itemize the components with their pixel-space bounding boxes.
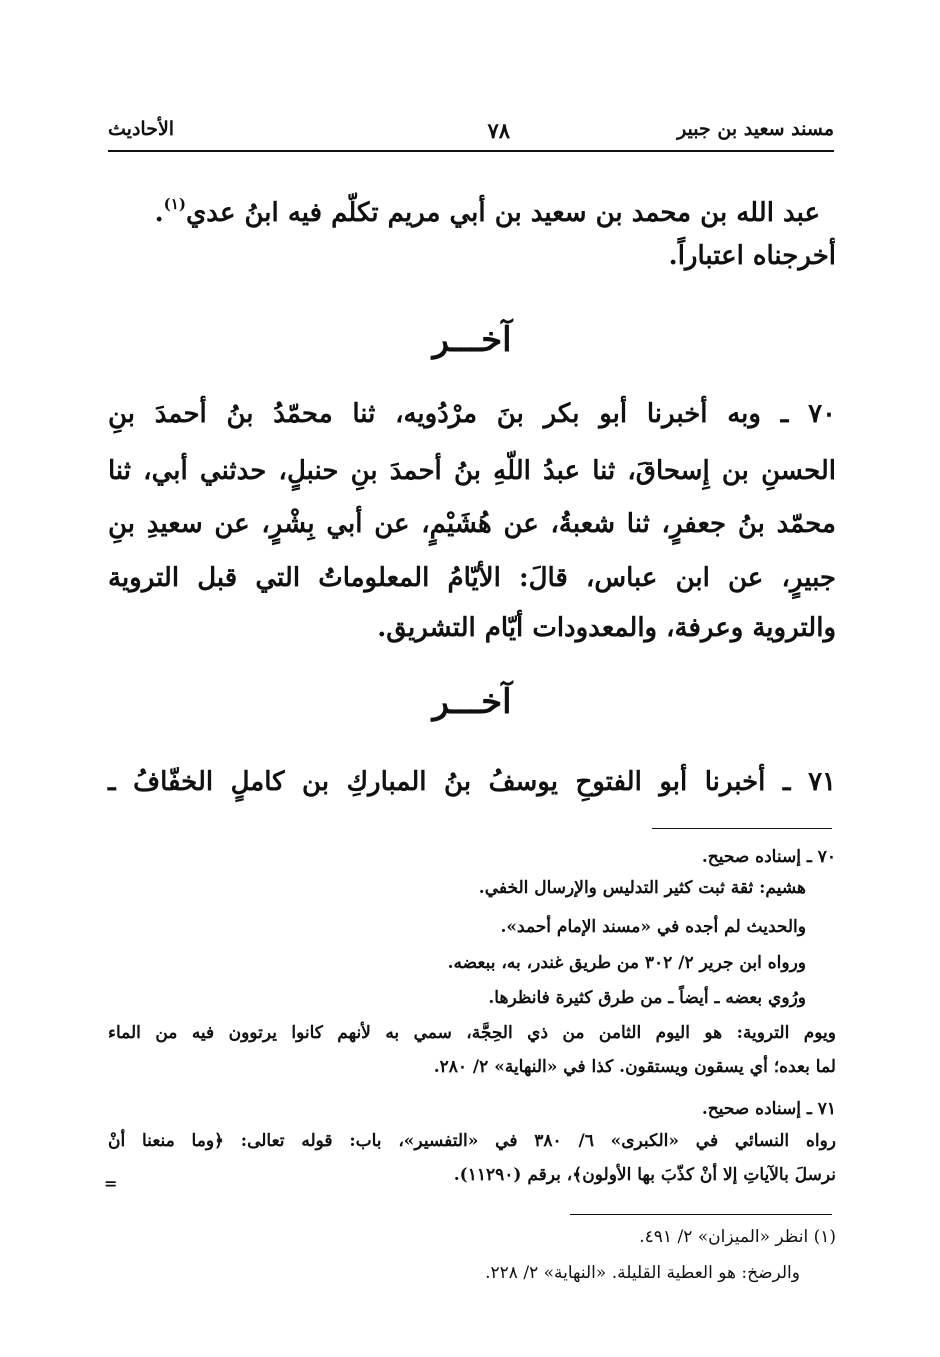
main-text-line-2: أخرجناه اعتباراً.: [668, 241, 836, 271]
hadith-70-line-5: والتروية وعرفة، والمعدودات أيّام التشريق.: [377, 613, 836, 643]
note-71-heading: ٧١ ـ إسناده صحيح.: [701, 1099, 836, 1119]
header-section-title: الأحاديث: [108, 118, 175, 140]
running-header: [108, 118, 834, 152]
note-70-heading: ٧٠ ـ إسناده صحيح.: [701, 847, 836, 867]
hadith-70-line-3: محمّد بنُ جعفرٍ، ثنا شعبةُ، عن هُشَيْمٍ، عن أبي بِشْرٍ، عن سعيدِ بنِ: [108, 509, 836, 539]
hadith-71-line-1: ٧١ ـ أخبرنا أبو الفتوحِ يوسفُ بنُ المباركِ بن كاملٍ الخفّافُ ـ: [108, 767, 836, 797]
section-heading-akhar-1: آخـــر: [432, 320, 512, 360]
hadith-70-line-4: جبيرٍ، عن ابن عباس، قالَ: الأيّامُ المعلوماتُ التي قبل التروية: [108, 563, 836, 593]
page-number: ٧٨: [487, 118, 510, 143]
main-text-line-1-text: عبد الله بن محمد بن سعيد بن أبي مريم تكلّم فيه ابنُ عدي: [185, 198, 820, 228]
header-book-title: مسند سعيد بن جبير: [677, 118, 834, 140]
footnote-2: والرضخ: هو العطية القليلة. «النهاية» ٢/ ٢٢٨.: [485, 1263, 800, 1283]
notes-separator: [652, 828, 832, 829]
header-rule: [108, 150, 834, 152]
continuation-mark: =: [104, 1174, 118, 1193]
note-70-line-5: ويوم التروية: هو اليوم الثامن من ذي الحِجَّة، سمي به لأنهم كانوا يرتوون فيه من الماء: [108, 1023, 836, 1043]
note-70-line-6: لما بعده؛ أي يسقون ويستقون. كذا في «النهاية» ٢/ ٢٨٠.: [433, 1057, 836, 1077]
note-70-line-2: والحديث لم أجده في «مسند الإمام أحمد».: [500, 917, 806, 937]
section-heading-akhar-2: آخـــر: [432, 682, 512, 722]
footnote-1: (١) انظر «الميزان» ٢/ ٤٩١.: [639, 1227, 836, 1247]
footnote-separator: [570, 1214, 832, 1215]
note-70-line-4: ورُوي بعضه ـ أيضاً ـ من طرق كثيرة فانظرها.: [488, 988, 806, 1008]
note-71-line-1: رواه النسائي في «الكبرى» ٦/ ٣٨٠ في «التفسير»، باب: قوله تعالى: ﴿وما منعنا أنْ: [108, 1131, 836, 1151]
main-text-line-1-end: .: [154, 198, 164, 228]
note-70-line-3: ورواه ابن جرير ٢/ ٣٠٢ من طريق غندر، به، ببعضه.: [447, 953, 806, 973]
hadith-70-line-2: الحسنِ بن إِسحاقَ، ثنا عبدُ اللّهِ بنُ أحمدَ بنِ حنبلٍ، حدثني أبي، ثنا: [108, 456, 836, 486]
main-text-line-1: [108, 186, 820, 231]
hadith-70-line-1: ٧٠ ـ وبه أخبرنا أبو بكر بنَ مرْدُويه، ثنا محمّدُ بنُ أحمدَ بنِ: [108, 399, 836, 429]
note-70-line-1: هشيم: ثقة ثبت كثير التدليس والإرسال الخفي.: [478, 878, 806, 898]
note-71-line-2: نرسلَ بالآياتِ إلا أنْ كذّبَ بها الأولون﴾، برقم (١١٢٩٠).: [453, 1165, 836, 1185]
footnote-reference[interactable]: (١): [163, 195, 186, 213]
